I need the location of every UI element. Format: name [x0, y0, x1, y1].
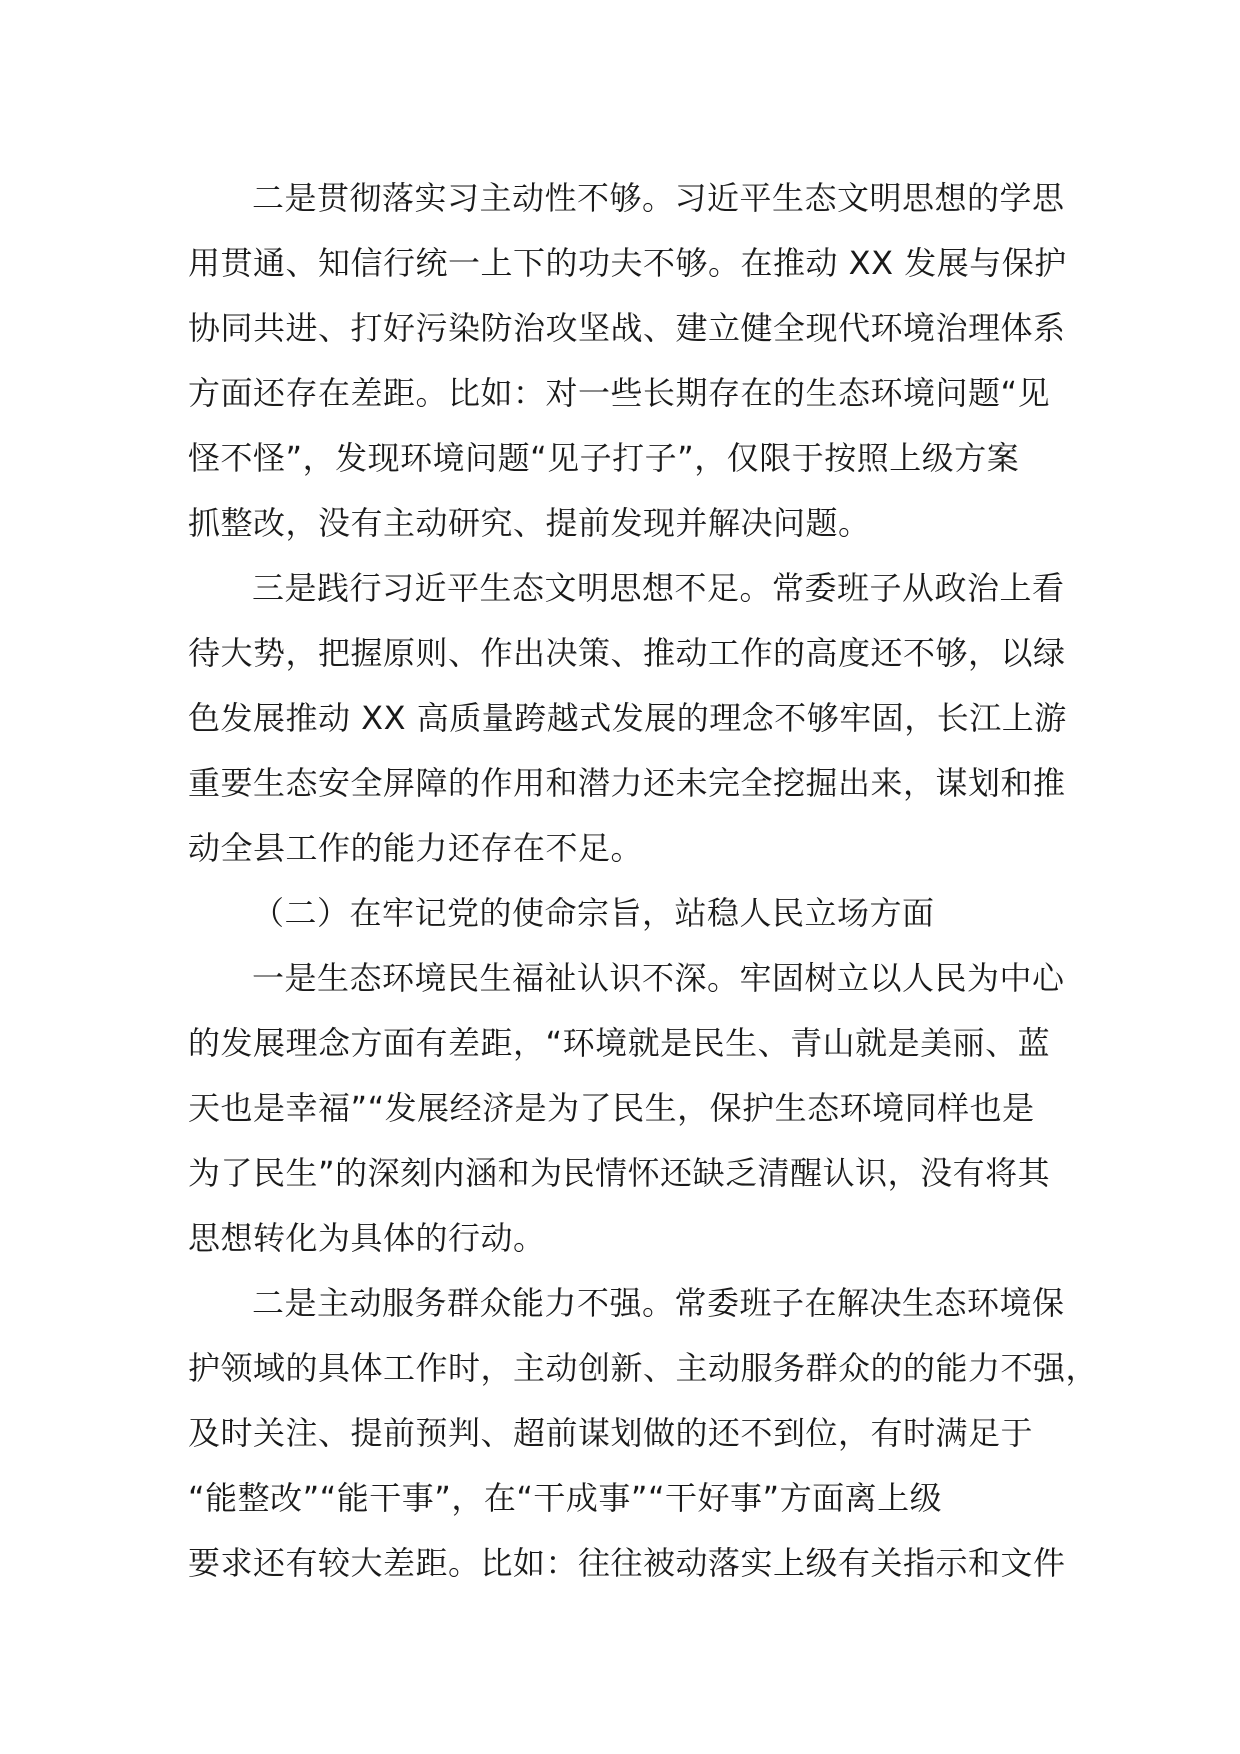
paragraph-line: 一是生态环境民生福祉认识不深。牢固树立以人民为中心 — [252, 959, 1065, 997]
paragraph-line: 三是践行习近平生态文明思想不足。常委班子从政治上看 — [252, 569, 1065, 607]
paragraph-line: 思想转化为具体的行动。 — [188, 1219, 546, 1257]
paragraph-line: 方面还存在差距。比如：对一些长期存在的生态环境问题“见 — [188, 374, 1051, 412]
paragraph-line: 及时关注、提前预判、超前谋划做的还不到位，有时满足于 — [188, 1414, 1034, 1452]
paragraph-line: 抓整改，没有主动研究、提前发现并解决问题。 — [188, 504, 871, 542]
paragraph-line: 天也是幸福”“发展经济是为了民生，保护生态环境同样也是 — [188, 1089, 1035, 1127]
paragraph-line: 怪不怪”，发现环境问题“见子打子”，仅限于按照上级方案 — [188, 439, 1020, 477]
paragraph-line: 用贯通、知信行统一上下的功夫不够。在推动 XX 发展与保护 — [188, 244, 1067, 282]
paragraph-line: 动全县工作的能力还存在不足。 — [188, 829, 644, 867]
paragraph-line: 二是主动服务群众能力不强。常委班子在解决生态环境保 — [252, 1284, 1065, 1322]
paragraph-line: 协同共进、打好污染防治攻坚战、建立健全现代环境治理体系 — [188, 309, 1066, 347]
paragraph-line: 护领域的具体工作时，主动创新、主动服务群众的的能力不强， — [188, 1349, 1099, 1387]
paragraph-line: 二是贯彻落实习主动性不够。习近平生态文明思想的学思 — [252, 179, 1065, 217]
paragraph-line: 的发展理念方面有差距，“环境就是民生、青山就是美丽、蓝 — [188, 1024, 1051, 1062]
paragraph-line: 要求还有较大差距。比如：往往被动落实上级有关指示和文件 — [188, 1544, 1066, 1582]
paragraph-line: “能整改”“能干事”，在“干成事”“干好事”方面离上级 — [188, 1479, 943, 1517]
paragraph-line: 重要生态安全屏障的作用和潜力还未完全挖掘出来，谋划和推 — [188, 764, 1066, 802]
paragraph-line: 色发展推动 XX 高质量跨越式发展的理念不够牢固，长江上游 — [188, 699, 1067, 737]
section-heading: （二）在牢记党的使命宗旨，站稳人民立场方面 — [252, 894, 935, 932]
paragraph-line: 为了民生”的深刻内涵和为民情怀还缺乏清醒认识，没有将其 — [188, 1154, 1051, 1192]
paragraph-line: 待大势，把握原则、作出决策、推动工作的高度还不够，以绿 — [188, 634, 1066, 672]
